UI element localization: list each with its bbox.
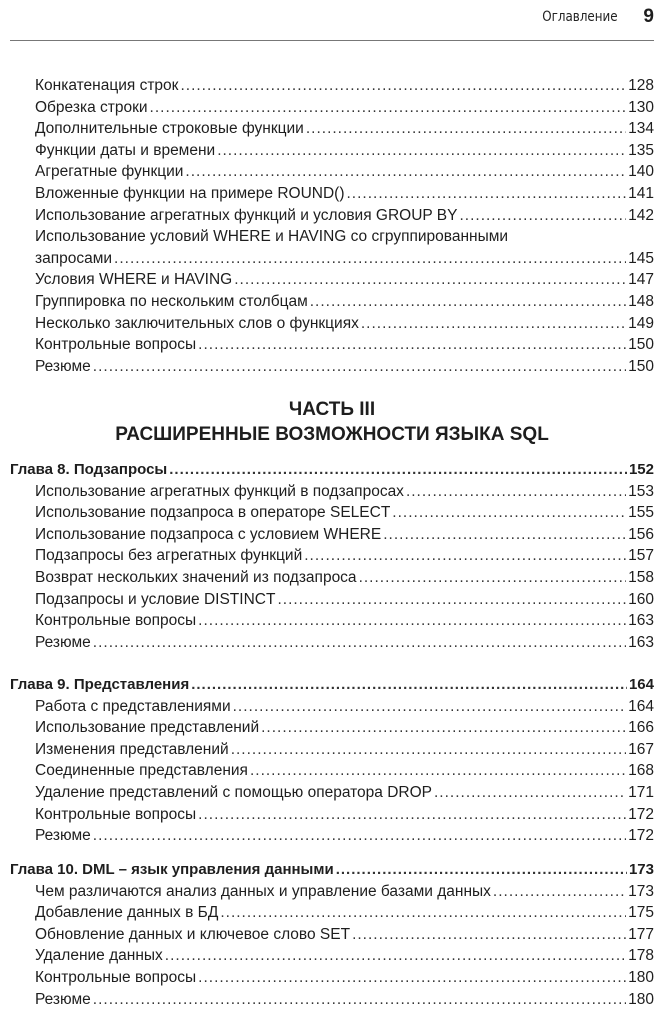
leader-dots: [198, 610, 626, 632]
entry-page-number: 177: [628, 925, 654, 943]
toc-entry[interactable]: [0, 481, 654, 503]
entry-page-number: 150: [628, 336, 654, 354]
entry-page-number: 160: [628, 590, 654, 608]
entry-page-number: 130: [628, 98, 654, 116]
entry-title: Подзапросы без агрегатных функций: [35, 547, 303, 565]
entry-page-number: 172: [628, 827, 654, 845]
entry-title: Несколько заключительных слов о функциях: [35, 314, 359, 332]
toc-entry[interactable]: [0, 313, 654, 335]
leader-dots: [114, 248, 626, 270]
toc-entry[interactable]: [0, 924, 654, 946]
entry-title: Использование подзапроса с условием WHERE: [35, 525, 382, 543]
entry-page-number: 173: [628, 861, 654, 878]
entry-page-number: 148: [628, 292, 654, 310]
entry-page-number: 173: [628, 882, 654, 900]
entry-title: Группировка по нескольким столбцам: [35, 292, 308, 310]
toc-entry[interactable]: [0, 945, 654, 967]
toc-entry[interactable]: [0, 567, 654, 589]
leader-dots: [359, 567, 627, 589]
leader-dots: [493, 881, 626, 903]
toc-entry[interactable]: [0, 161, 654, 183]
toc-entry[interactable]: [0, 140, 654, 162]
leader-dots: [434, 782, 626, 804]
toc-entry[interactable]: [0, 632, 654, 654]
toc-chapter-entry[interactable]: [0, 859, 654, 881]
entry-page-number: 145: [628, 249, 654, 267]
leader-dots: [165, 945, 626, 967]
leader-dots: [310, 291, 626, 313]
leader-dots: [352, 924, 626, 946]
entry-title: Глава 8. Подзапросы: [10, 461, 168, 478]
entry-page-number: 150: [628, 357, 654, 375]
leader-dots: [234, 269, 626, 291]
toc-entry[interactable]: [0, 696, 654, 718]
leader-dots: [198, 967, 626, 989]
toc-chapter-10: [0, 859, 654, 1010]
leader-dots: [93, 632, 626, 654]
entry-title: Использование агрегатных функций в подзапросах: [35, 482, 404, 500]
entry-title: Использование подзапроса в операторе SELECT: [35, 504, 391, 522]
entry-title: Дополнительные строковые функции: [35, 120, 304, 138]
running-header: [529, 4, 654, 30]
toc-entry[interactable]: [0, 97, 654, 119]
entry-title: Использование агрегатных функций и условия GROUP BY: [35, 206, 458, 224]
entry-title: Подзапросы и условие DISTINCT: [35, 590, 276, 608]
entry-page-number: 147: [628, 271, 654, 289]
entry-title: Возврат нескольких значений из подзапроса: [35, 568, 357, 586]
toc-entry[interactable]: [0, 248, 654, 270]
leader-dots: [361, 313, 626, 335]
leader-dots: [93, 989, 626, 1011]
leader-dots: [93, 825, 626, 847]
toc-entry[interactable]: [0, 989, 654, 1011]
leader-dots: [198, 804, 626, 826]
entry-page-number: 175: [628, 904, 654, 922]
entry-page-number: 171: [628, 783, 654, 801]
entry-title: Контрольные вопросы: [35, 336, 197, 354]
part-title: РАСШИРЕННЫЕ ВОЗМОЖНОСТИ ЯЗЫКА SQL: [115, 424, 549, 445]
entry-title: Резюме: [35, 990, 91, 1008]
leader-dots: [392, 502, 626, 524]
entry-page-number: 156: [628, 525, 654, 543]
entry-title: Удаление представлений с помощью оператора DROP: [35, 783, 432, 801]
leader-dots: [217, 140, 626, 162]
entry-title: Работа с представлениями: [35, 697, 231, 715]
leader-dots: [304, 545, 626, 567]
entry-page-number: 142: [628, 206, 654, 224]
toc-entry[interactable]: [0, 291, 654, 313]
entry-title: Изменения представлений: [35, 740, 229, 758]
entry-page-number: 152: [628, 461, 654, 478]
entry-title: Конкатенация строк: [35, 77, 179, 94]
entry-page-number: 163: [628, 612, 654, 630]
leader-dots: [191, 674, 627, 696]
entry-page-number: 172: [628, 805, 654, 823]
toc-entry[interactable]: [0, 118, 654, 140]
entry-title: Обновление данных и ключевое слово SET: [35, 925, 351, 943]
header-rule: [10, 40, 654, 41]
toc-entry[interactable]: [0, 205, 654, 227]
entry-title: Глава 9. Представления: [10, 676, 190, 693]
leader-dots: [306, 118, 626, 140]
entry-title: Условия WHERE и HAVING: [35, 271, 233, 289]
leader-dots: [231, 739, 626, 761]
toc-entry[interactable]: [0, 804, 654, 826]
entry-page-number: 167: [628, 740, 654, 758]
entry-title: Соединенные представления: [35, 762, 248, 780]
entry-page-number: 155: [628, 504, 654, 522]
leader-dots: [150, 97, 627, 119]
entry-page-number: 166: [628, 719, 654, 737]
toc-entry[interactable]: [0, 902, 654, 924]
leader-dots: [233, 696, 627, 718]
toc-entry[interactable]: [0, 226, 654, 248]
entry-page-number: 164: [628, 676, 654, 693]
toc-entry[interactable]: [0, 269, 654, 291]
toc-chapter-8: [0, 459, 654, 653]
entry-page-number: 157: [628, 547, 654, 565]
toc-entry[interactable]: [0, 967, 654, 989]
entry-page-number: 134: [628, 120, 654, 138]
toc-chapter-entry[interactable]: [0, 459, 654, 481]
leader-dots: [261, 717, 626, 739]
leader-dots: [180, 75, 626, 97]
entry-page-number: 140: [628, 163, 654, 181]
entry-title: запросами: [35, 249, 113, 267]
toc-entry[interactable]: [0, 739, 654, 761]
part-number: ЧАСТЬ III: [288, 399, 376, 420]
entry-page-number: 180: [628, 968, 654, 986]
entry-page-number: 163: [628, 633, 654, 651]
entry-title: Добавление данных в БД: [35, 904, 219, 922]
entry-title: Контрольные вопросы: [35, 805, 197, 823]
toc-chapter-entry[interactable]: [0, 674, 654, 696]
entry-title: Удаление данных: [35, 947, 163, 965]
entry-page-number: 128: [628, 77, 654, 94]
toc-entry[interactable]: [0, 610, 654, 632]
toc-entry[interactable]: [0, 760, 654, 782]
entry-title: Резюме: [35, 827, 91, 845]
toc-entry[interactable]: [0, 589, 654, 611]
entry-title: Вложенные функции на примере ROUND(): [35, 184, 345, 202]
leader-dots: [459, 205, 626, 227]
entry-title: Использование условий WHERE и HAVING со сгруппированными: [35, 228, 509, 246]
entry-page-number: 164: [628, 697, 654, 715]
toc-entry[interactable]: [0, 524, 654, 546]
toc-entry[interactable]: [0, 717, 654, 739]
entry-page-number: 153: [628, 482, 654, 500]
toc-entry[interactable]: [0, 334, 654, 356]
leader-dots: [383, 524, 626, 546]
header-title: Оглавление: [542, 9, 618, 25]
entry-title: Контрольные вопросы: [35, 968, 197, 986]
toc-entry[interactable]: [0, 183, 654, 205]
leader-dots: [336, 859, 627, 881]
entry-title: Контрольные вопросы: [35, 612, 197, 630]
leader-dots: [347, 183, 627, 205]
toc-chapter-9: [0, 674, 654, 847]
toc-entry[interactable]: [0, 545, 654, 567]
leader-dots: [250, 760, 626, 782]
toc-section-continued: [0, 75, 654, 377]
toc-entry[interactable]: [0, 881, 654, 903]
page-number: 9: [643, 6, 654, 27]
entry-title: Резюме: [35, 633, 91, 651]
entry-page-number: 135: [628, 141, 654, 159]
entry-page-number: 149: [628, 314, 654, 332]
toc-entry[interactable]: [0, 825, 654, 847]
entry-page-number: 178: [628, 947, 654, 965]
entry-title: Резюме: [35, 357, 91, 375]
toc-entry[interactable]: [0, 356, 654, 378]
leader-dots: [277, 589, 626, 611]
toc-entry[interactable]: [0, 502, 654, 524]
leader-dots: [220, 902, 626, 924]
entry-title: Обрезка строки: [35, 98, 148, 116]
entry-page-number: 158: [628, 568, 654, 586]
toc-entry[interactable]: [0, 75, 654, 97]
entry-title: Агрегатные функции: [35, 163, 184, 181]
toc-entry[interactable]: [0, 782, 654, 804]
leader-dots: [198, 334, 626, 356]
leader-dots: [169, 459, 627, 481]
entry-title: Функции даты и времени: [35, 141, 216, 159]
entry-page-number: 168: [628, 762, 654, 780]
entry-title: Использование представлений: [35, 719, 260, 737]
leader-dots: [406, 481, 626, 503]
entry-page-number: 180: [628, 990, 654, 1008]
entry-title: Чем различаются анализ данных и управление базами данных: [35, 882, 491, 900]
leader-dots: [93, 356, 626, 378]
leader-dots: [185, 161, 626, 183]
entry-page-number: 141: [628, 184, 654, 202]
entry-title: Глава 10. DML – язык управления данными: [10, 861, 334, 878]
